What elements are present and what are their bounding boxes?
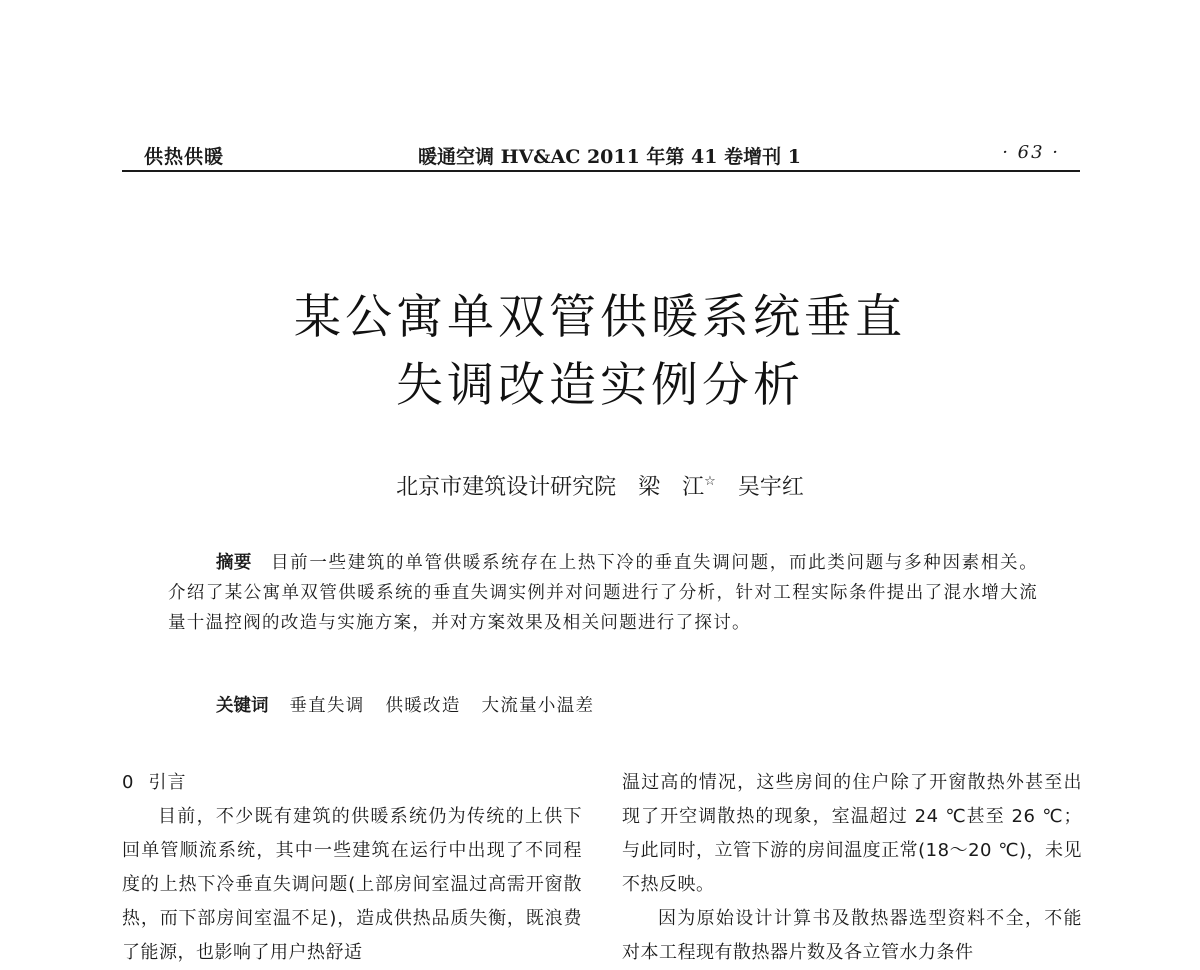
body-paragraph: 因为原始设计计算书及散热器选型资料不全，不能对本工程现有散热器片数及各立管水力条件 xyxy=(622,908,1082,963)
header-page-number: · 63 · xyxy=(1002,142,1060,163)
section-number: 0 xyxy=(122,772,135,793)
corresponding-author-mark: ☆ xyxy=(704,474,716,489)
paper-title-line-1: 某公寓单双管供暖系统垂直 xyxy=(294,290,906,345)
abstract-text: 目前一些建筑的单管供暖系统存在上热下冷的垂直失调问题，而此类问题与多种因素相关。介绍了某公寓单双管供暖系统的垂直失调实例并对问题进行了分析，针对工程实际条件提出了混水增大流量十温控阀的改造与实施方案，并对方案效果及相关问题进行了探讨。 xyxy=(168,553,1038,633)
abstract xyxy=(168,548,1038,638)
running-header xyxy=(122,138,1080,172)
author-name-2: 吴宇红 xyxy=(737,475,804,500)
section-title: 引言 xyxy=(148,772,187,793)
section-heading xyxy=(122,766,582,800)
paper-title xyxy=(0,284,1200,420)
body-paragraph: 目前，不少既有建筑的供暖系统仍为传统的上供下回单管顺流系统，其中一些建筑在运行中出现了不同程度的上热下冷垂直失调问题(上部房间室温过高需开窗散热，而下部房间室温不足)，造成供热品质失衡，既浪费了能源，也影响了用户热舒适 xyxy=(122,806,582,963)
body-paragraph: 温过高的情况，这些房间的住户除了开窗散热外甚至出现了开空调散热的现象，室温超过 24 ℃甚至 26 ℃；与此同时，立管下游的房间温度正常(18～20 ℃)，未见不热反映。 xyxy=(622,772,1082,895)
paper-title-line-2: 失调改造实例分析 xyxy=(396,358,804,413)
abstract-label: 摘要 xyxy=(216,553,252,573)
keywords-label: 关键词 xyxy=(216,696,269,716)
author-line xyxy=(0,470,1200,501)
keyword-item: 大流量小温差 xyxy=(481,696,595,716)
body-column-left xyxy=(122,766,582,970)
author-affiliation: 北京市建筑设计研究院 xyxy=(396,475,617,500)
body-column-right xyxy=(622,766,1082,970)
header-journal-info: 暖通空调 HV&AC 2011 年第 41 卷增刊 1 xyxy=(418,146,801,168)
keywords xyxy=(216,692,594,717)
header-section-name: 供热供暖 xyxy=(144,146,225,168)
keyword-item: 供暖改造 xyxy=(385,696,461,716)
keyword-item: 垂直失调 xyxy=(289,696,365,716)
author-name-1: 梁 江 xyxy=(638,475,705,500)
